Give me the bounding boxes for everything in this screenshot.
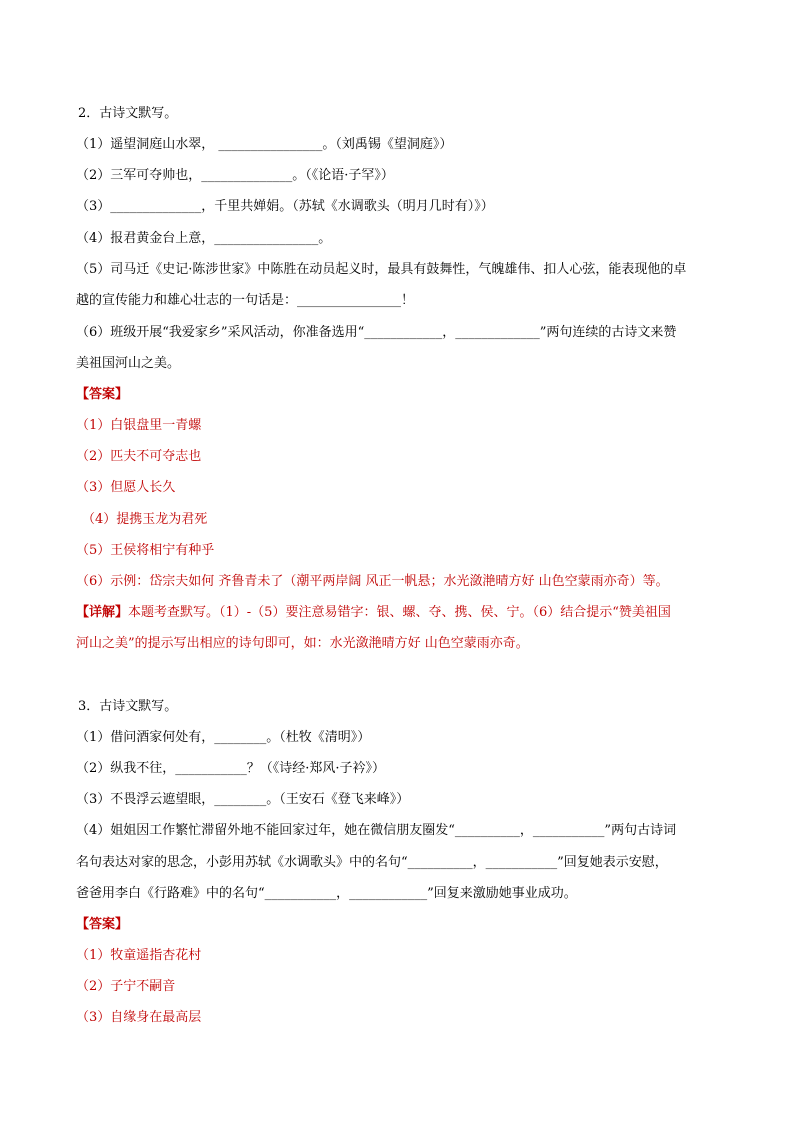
question-3-answer-label: 【答案】: [76, 917, 129, 932]
question-3-item-2: （2）纵我不往，___________？（《诗经·郑风·子衿》）: [76, 761, 386, 776]
question-3-title: 3．古诗文默写。: [78, 699, 178, 714]
question-2-item-5-line-1: （5）司马迁《史记·陈涉世家》中陈胜在动员起义时，最具有鼓舞性，气魄雄伟、扣人心弦，能表现他的卓: [76, 262, 687, 277]
question-2-item-6-line-1: （6）班级开展“我爱家乡”采风活动，你准备选用“____________，_____________”两句连续的古诗文来赞: [76, 325, 677, 340]
question-3-answer-2: （2）子宁不嗣音: [76, 979, 176, 994]
question-2-item-5-line-2: 越的宣传能力和雄心壮志的一句话是：________________！: [76, 293, 415, 308]
question-2-answer-1: （1）白银盘里一青螺: [76, 418, 202, 433]
question-2-detail-text-1: 本题考查默写。（1）-（5）要注意易错字：银、螺、夺、携、侯、宁。（6）结合提示“赞美祖国: [128, 605, 671, 620]
question-2-detail-label: 【详解】: [76, 605, 129, 620]
question-2-item-4: （4）报君黄金台上意，________________。: [76, 231, 332, 246]
question-3-item-1: （1）借问酒家何处有，________。（杜牧《清明》）: [76, 730, 371, 745]
question-3-item-4-line-1: （4）姐姐因工作繁忙滞留外地不能回家过年，她在微信朋友圈发“__________，___________”两句古诗词: [76, 823, 677, 838]
question-2-item-1: （1）遥望洞庭山水翠， ________________。（刘禹锡《望洞庭》）: [76, 137, 453, 152]
question-2-answer-4: （4）提携玉龙为君死: [82, 512, 208, 527]
question-2-answer-5: （5）王侯将相宁有种乎: [76, 543, 215, 558]
question-2-item-2: （2）三军可夺帅也，______________。（《论语·子罕》）: [76, 168, 394, 183]
question-3-item-4-line-3: 爸爸用李白《行路难》中的名句“___________，____________”回复来激励她事业成功。: [76, 886, 577, 901]
question-3-item-4-line-2: 名句表达对家的思念，小彭用苏轼《水调歌头》中的名句“__________，___________”回复她表示安慰，: [76, 855, 668, 870]
question-2-answer-6: （6）示例：岱宗夫如何 齐鲁青未了（潮平两岸阔 风正一帆悬；水光潋滟晴方好 山色空蒙雨亦奇）等。: [76, 574, 669, 589]
question-3-answer-1: （1）牧童遥指杏花村: [76, 948, 202, 963]
question-2-answer-2: （2）匹夫不可夺志也: [76, 449, 202, 464]
question-3-answer-3: （3）自缘身在最高层: [76, 1010, 202, 1025]
question-3-item-3: （3）不畏浮云遮望眼，________。（王安石《登飞来峰》）: [76, 792, 410, 807]
question-2-item-6-line-2: 美祖国河山之美。: [76, 356, 181, 371]
question-2-item-3: （3）______________，千里共婵娟。（苏轼《水调歌头（明月几时有）》）: [76, 199, 494, 214]
question-2-answer-3: （3）但愿人长久: [76, 480, 176, 495]
question-2-detail-line-1: [76, 604, 794, 622]
question-2-title: 2．古诗文默写。: [78, 106, 178, 121]
question-2-answer-label: 【答案】: [76, 387, 129, 402]
question-2-detail-line-2: 河山之美”的提示写出相应的诗句即可，如：水光潋滟晴方好 山色空蒙雨亦奇。: [76, 636, 529, 651]
